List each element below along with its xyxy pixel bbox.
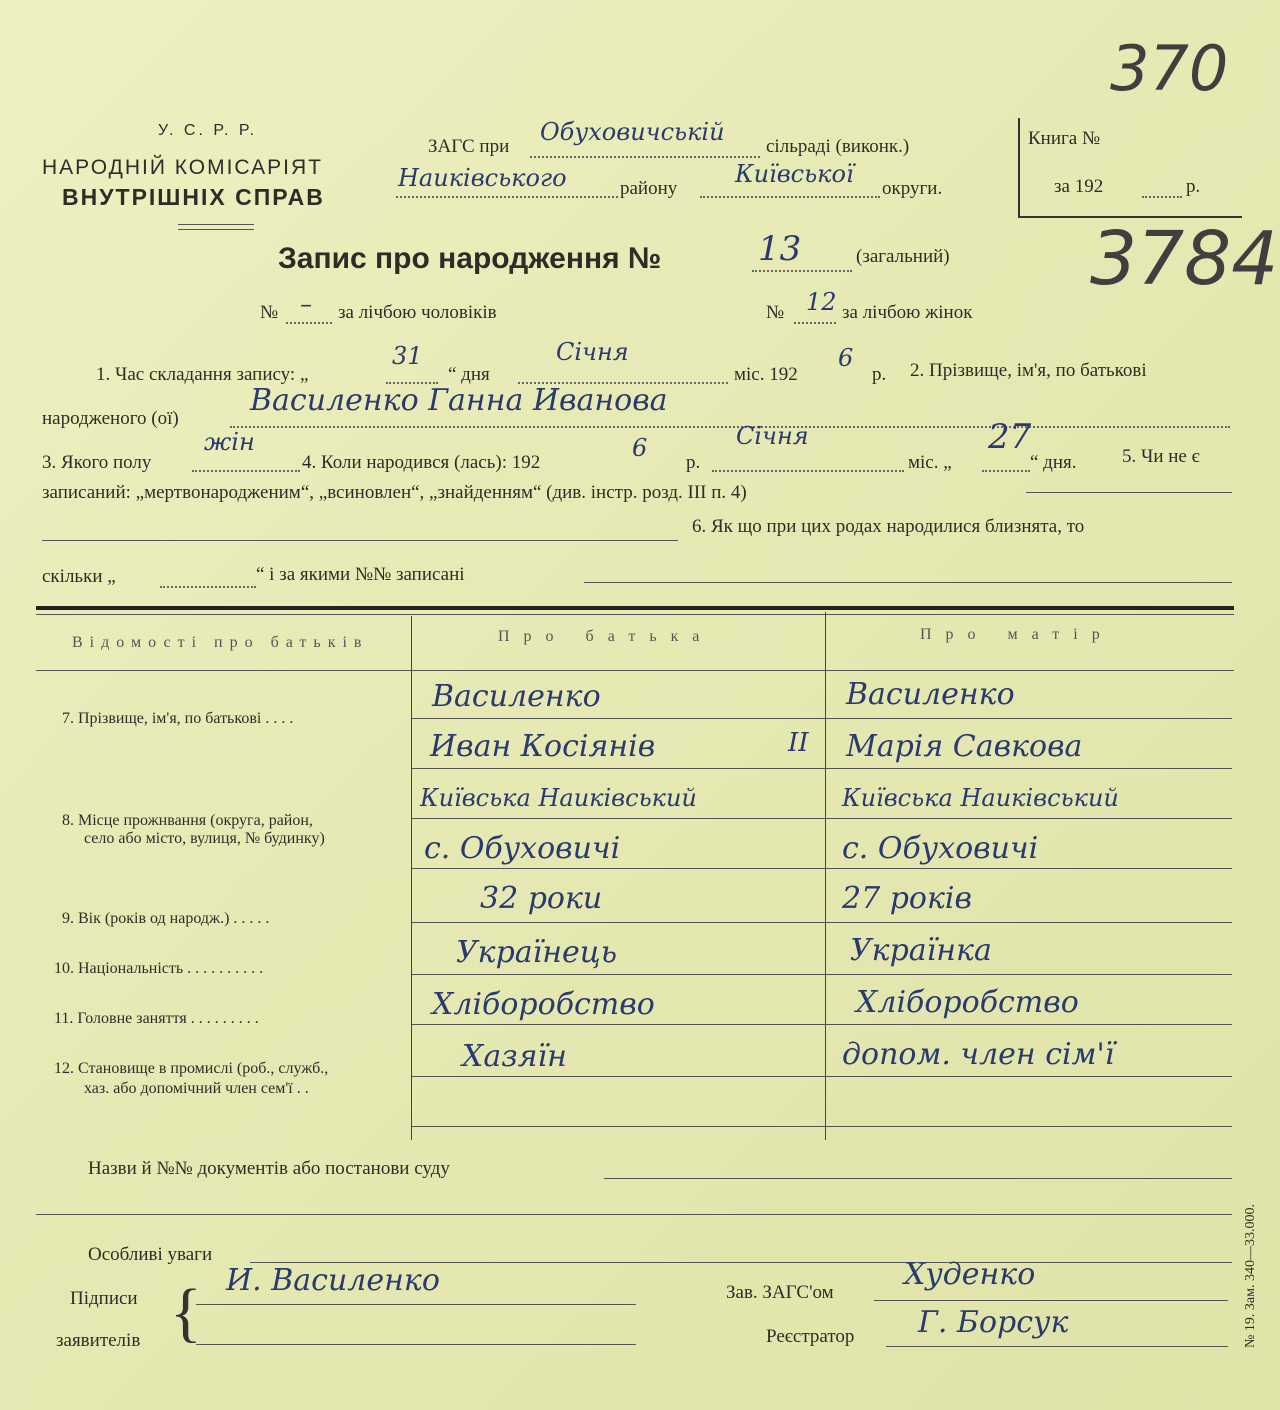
item6-text: 6. Як що при цих родах народилися близнята, то	[692, 516, 1085, 537]
item6-line	[42, 540, 678, 541]
zags-suffix: сільраді (виконк.)	[766, 136, 910, 157]
birth-day-suffix: “ дня.	[1030, 452, 1077, 473]
table-header-info: Відомості про батьків	[72, 634, 369, 651]
item1-day: 31	[392, 342, 423, 370]
birth-month-dots	[712, 470, 904, 472]
newborn-sex: жін	[204, 428, 255, 456]
zags-district-dots	[396, 196, 618, 198]
father-position: Хазяїн	[462, 1039, 567, 1074]
table-row-rule-7b	[412, 768, 1232, 769]
father-age: 32 роки	[480, 881, 603, 916]
women-count-label: за лічбою жінок	[842, 302, 973, 323]
father-surname: Василенко	[432, 679, 601, 714]
item1-year: 6	[838, 344, 854, 372]
table-row-rule-8a	[412, 818, 1232, 819]
mother-occupation: Хліборобство	[856, 985, 1079, 1020]
item5-text: записаний: „мертвонародженим“, „всиновлен“, „знайденням“ (див. інстр. розд. III п. 4)	[42, 482, 747, 503]
book-year-dots	[1142, 196, 1182, 198]
documents-line-2	[36, 1214, 1232, 1215]
zags-district-label: району	[620, 178, 678, 199]
registrar-signature: Г. Борсук	[918, 1305, 1069, 1340]
table-top-rule	[36, 606, 1234, 610]
mother-name: Марія Савкова	[846, 729, 1083, 764]
table-row-rule-12	[412, 1076, 1232, 1077]
head-signature: Худенко	[904, 1257, 1036, 1292]
birth-month: Січня	[736, 422, 809, 450]
applicant-signature-line-1	[196, 1304, 636, 1305]
documents-label: Назви й №№ документів або постанови суду	[88, 1158, 450, 1179]
women-count-value: 12	[806, 288, 837, 316]
row8-label-1: 8. Місце прожнвання (округа, район,	[62, 812, 313, 829]
row9-label: 9. Вік (років од народж.) . . . . .	[62, 910, 270, 927]
mother-surname: Василенко	[846, 677, 1015, 712]
mother-place-2: с. Обуховичі	[842, 831, 1039, 866]
item3-label: 3. Якого полу	[42, 452, 152, 473]
mother-nationality: Українка	[850, 933, 992, 968]
signatures-label-2: заявителів	[56, 1330, 141, 1351]
newborn-sex-dots	[192, 470, 300, 472]
head-label: Зав. ЗАГС'ом	[726, 1282, 834, 1303]
newborn-name-dots	[230, 426, 1230, 428]
record-number: 13	[758, 229, 802, 269]
table-top-rule-thin	[36, 614, 1234, 615]
item6b-label-right: “ і за якими №№ записані	[256, 564, 465, 585]
mother-position: допом. член сім'ї	[842, 1037, 1115, 1072]
item4-label: 4. Коли народився (лась): 192	[302, 452, 541, 473]
father-name: Иван Косіянів	[430, 729, 656, 764]
header-rule	[178, 224, 254, 225]
header-rule-2	[178, 229, 254, 230]
table-row-rule-9	[412, 922, 1232, 923]
twins-numbers-line	[584, 582, 1232, 583]
table-header-mother: Про матір	[920, 626, 1114, 643]
documents-line-1	[604, 1178, 1232, 1179]
applicant-signature-line-2	[196, 1344, 636, 1345]
row10-label: 10. Національність . . . . . . . . . .	[54, 960, 264, 977]
item1-month: Січня	[556, 338, 629, 366]
zags-village-council: Обуховичській	[540, 118, 725, 146]
mother-place-1: Київська Наиківський	[842, 784, 1119, 812]
father-place-2: с. Обуховичі	[424, 831, 621, 866]
table-row-rule-10	[412, 974, 1232, 975]
mother-age: 27 років	[842, 881, 972, 916]
item5-header: 5. Чи не є	[1122, 446, 1200, 467]
women-count-dots	[794, 322, 836, 324]
zags-okrug-label: округи.	[882, 178, 943, 199]
father-nationality: Українець	[456, 935, 618, 970]
side-print: № 19. Зам. 340—33.000.	[1243, 1204, 1258, 1348]
men-count-dots	[286, 322, 332, 324]
item5-line	[1026, 492, 1232, 493]
zags-okrug: Київської	[735, 160, 854, 188]
item2-label: народженого (ої)	[42, 408, 179, 429]
birth-day-dots	[982, 470, 1030, 472]
table-col-divider-2	[825, 612, 826, 1140]
father-name-mark: II	[788, 728, 809, 758]
registrar-signature-line	[886, 1346, 1228, 1347]
item2-header: 2. Прізвище, ім'я, по батькові	[910, 360, 1147, 381]
men-count-label: за лічбою чоловіків	[338, 302, 497, 323]
book-year-suffix: р.	[1186, 176, 1201, 197]
signatures-label-1: Підписи	[70, 1288, 138, 1309]
item1-month-suffix: міс. 192	[734, 364, 798, 385]
pencil-number-top: 370	[1110, 32, 1229, 105]
head-signature-line	[874, 1300, 1228, 1301]
men-count-prefix: №	[260, 302, 279, 323]
birth-month-suffix: міс. „	[908, 452, 952, 473]
applicant-signature: И. Василенко	[226, 1263, 440, 1298]
item6b-label-left: скільки „	[42, 566, 116, 587]
record-title-suffix: (загальний)	[856, 246, 950, 267]
record-title: Запис про народження №	[278, 242, 662, 275]
row11-label: 11. Головне заняття . . . . . . . . .	[54, 1010, 259, 1027]
commissariat-line-2: ВНУТРІШНІХ СПРАВ	[62, 184, 325, 210]
item1-year-suffix: р.	[872, 364, 887, 385]
row12-label-1: 12. Становище в промислі (роб., служб.,	[54, 1060, 329, 1077]
notes-label: Особливі уваги	[88, 1244, 213, 1265]
table-col-divider-1	[411, 616, 412, 1140]
row12-label-2: хаз. або допомічний член сем'ї . .	[84, 1080, 309, 1097]
table-row-rule-13	[412, 1126, 1232, 1127]
table-header-father: Про батька	[498, 628, 714, 645]
book-year-label: за 192	[1054, 176, 1104, 197]
item1-label: 1. Час складання запису: „	[96, 364, 309, 385]
commissariat-line-1: НАРОДНІЙ КОМІСАРІЯТ	[42, 156, 323, 179]
book-label: Книга №	[1028, 128, 1101, 149]
birth-day: 27	[988, 417, 1032, 457]
record-number-dots	[752, 270, 852, 272]
women-count-prefix: №	[766, 302, 785, 323]
zags-district: Наиківського	[398, 164, 567, 192]
zags-village-dots	[530, 156, 760, 158]
father-place-1: Київська Наиківський	[420, 784, 697, 812]
pencil-number-side: 3784	[1090, 216, 1279, 302]
registrar-label: Реєстратор	[766, 1326, 855, 1347]
twins-count-dots	[160, 586, 256, 588]
ussr-label: У. С. Р. Р.	[158, 122, 258, 139]
row7-label: 7. Прізвище, ім'я, по батькові . . . .	[62, 710, 294, 727]
birth-year: 6	[632, 434, 648, 462]
zags-okrug-dots	[700, 196, 880, 198]
signatures-brace: {	[170, 1276, 202, 1349]
table-header-rule	[36, 670, 1234, 671]
newborn-name: Василенко Ганна Иванова	[250, 383, 668, 418]
men-count-value: –	[300, 290, 312, 318]
birth-year-suffix: р.	[686, 452, 701, 473]
row8-label-2: село або місто, вулиця, № будинку)	[84, 830, 325, 847]
item1-day-suffix: “ дня	[448, 364, 490, 385]
table-row-rule-7a	[412, 718, 1232, 719]
father-occupation: Хліборобство	[432, 987, 655, 1022]
zags-prefix: ЗАГС при	[428, 136, 510, 157]
table-row-rule-8b	[412, 868, 1232, 869]
table-row-rule-11	[412, 1024, 1232, 1025]
